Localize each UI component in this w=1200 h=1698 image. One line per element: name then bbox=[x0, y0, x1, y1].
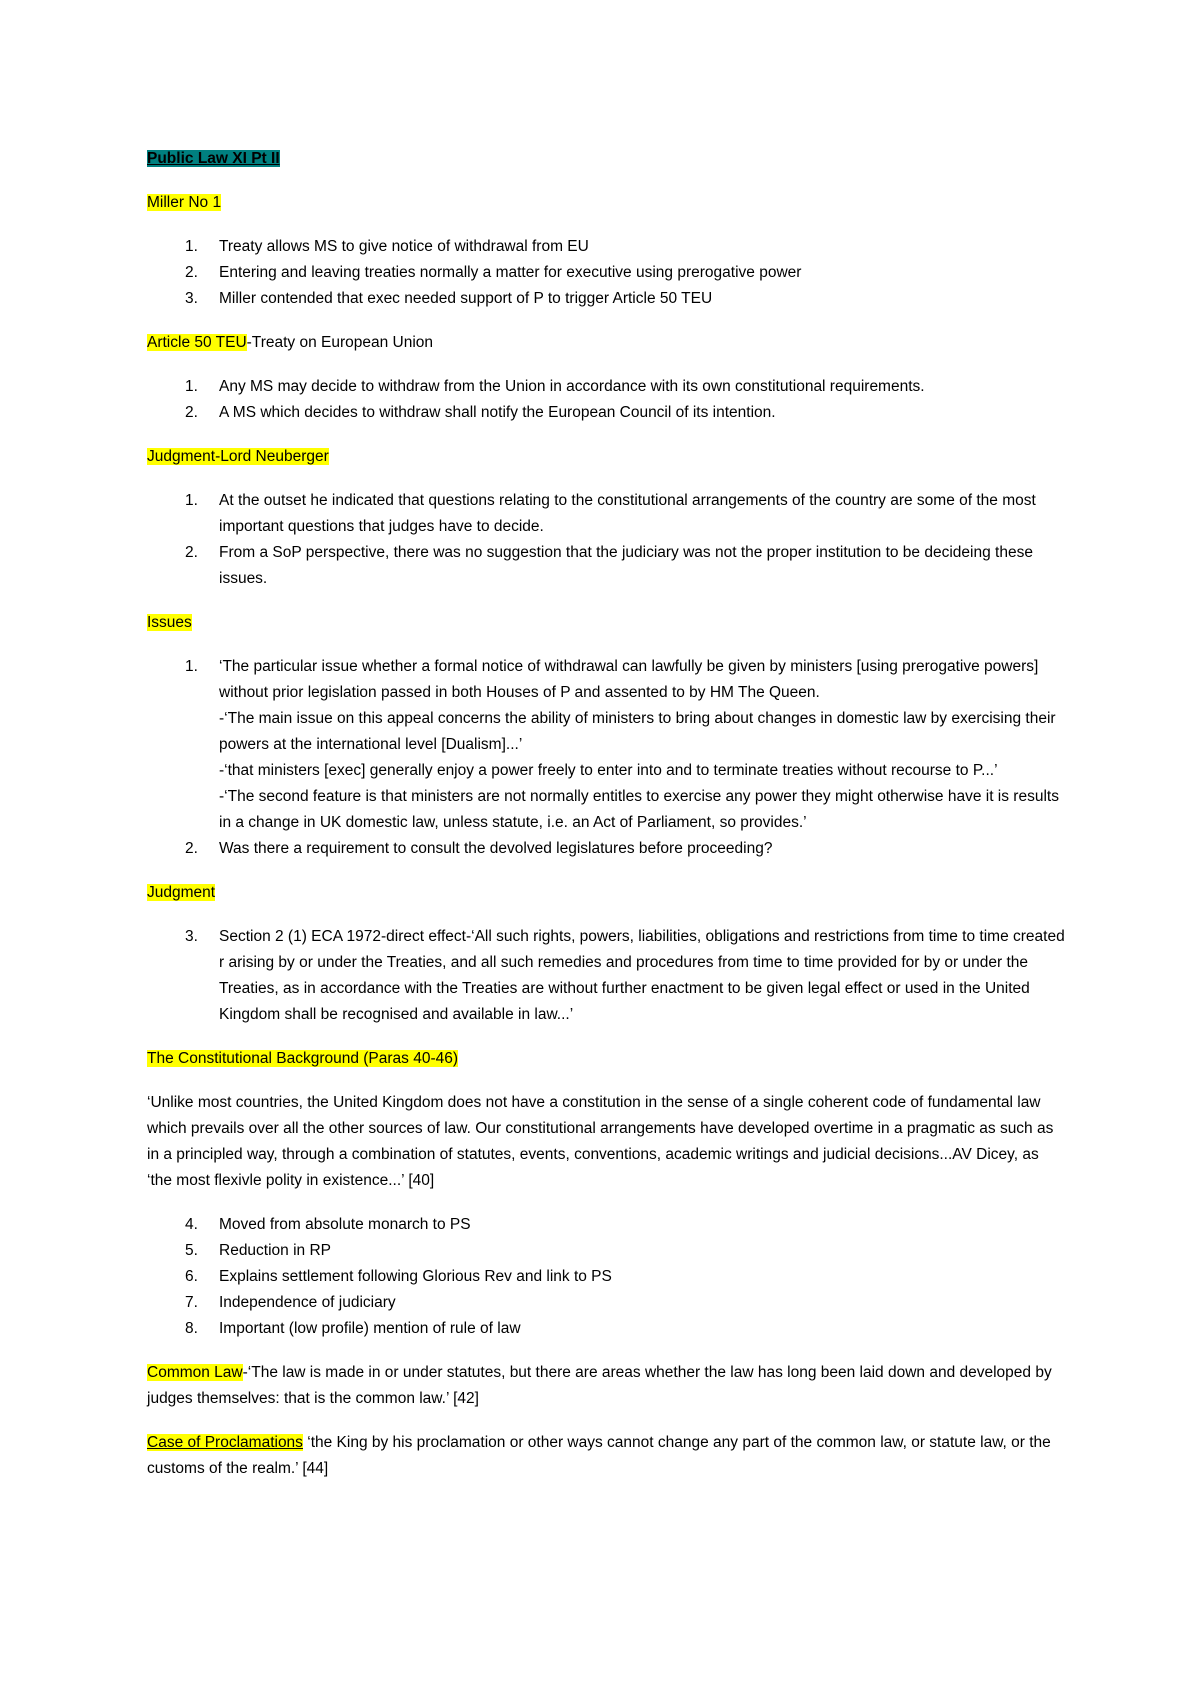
list-subtext: -‘The second feature is that ministers are not normally entitles to exercise any power they might otherwise have it is results in a change in UK domestic law, unless statute, i.e. an Act of Parliament, so provides.’ bbox=[219, 788, 1059, 831]
heading-article50: Article 50 TEU bbox=[147, 334, 247, 351]
common-law-paragraph bbox=[147, 1360, 1067, 1412]
document-title-line bbox=[147, 146, 1067, 172]
list-text: Moved from absolute monarch to PS bbox=[219, 1216, 471, 1233]
list-number: 1. bbox=[185, 658, 198, 675]
common-law-text: -‘The law is made in or under statutes, but there are areas whether the law has long been laid down and developed by judges themselves: that is the common law.’ [42] bbox=[147, 1364, 1052, 1407]
list-number: 2. bbox=[185, 404, 198, 421]
list-text: Reduction in RP bbox=[219, 1242, 332, 1259]
proclamations-paragraph bbox=[147, 1430, 1067, 1482]
list-number: 3. bbox=[185, 290, 198, 307]
list-item bbox=[147, 654, 1067, 836]
list-number: 1. bbox=[185, 492, 198, 509]
neuberger-list bbox=[147, 488, 1067, 592]
list-item bbox=[147, 374, 1067, 400]
list-number: 2. bbox=[185, 264, 198, 281]
list-subtext: -‘The main issue on this appeal concerns the ability of ministers to bring about changes in domestic law by exercising their powers at the international level [Dualism]...’ bbox=[219, 710, 1056, 753]
list-number: 6. bbox=[185, 1268, 198, 1285]
list-text: Important (low profile) mention of rule of law bbox=[219, 1320, 521, 1337]
list-text: Was there a requirement to consult the devolved legislatures before proceeding? bbox=[219, 840, 773, 857]
section-heading-line bbox=[147, 330, 1067, 356]
list-text: Any MS may decide to withdraw from the Union in accordance with its own constitutional requirements. bbox=[219, 378, 925, 395]
list-item bbox=[147, 1316, 1067, 1342]
list-text: From a SoP perspective, there was no suggestion that the judiciary was not the proper institution to be decideing these issues. bbox=[219, 544, 1033, 587]
heading-common-law: Common Law bbox=[147, 1364, 243, 1381]
list-number: 2. bbox=[185, 544, 198, 561]
list-item bbox=[147, 836, 1067, 862]
document-title: Public Law XI Pt II bbox=[147, 150, 280, 167]
heading-judgment: Judgment bbox=[147, 884, 216, 901]
list-item bbox=[147, 488, 1067, 540]
constitutional-paragraph: ‘Unlike most countries, the United Kingdom does not have a constitution in the sense of a single coherent code of fundamental law which prevails over all the other sources of law. Our constitutional arrangements have developed overtime in a pragmatic as such as in a principled way, through a combination of statutes, events, conventions, academic writings and judicial decisions...AV Dicey, as ‘the most flexivle polity in existence...’ [40] bbox=[147, 1094, 1054, 1189]
list-number: 5. bbox=[185, 1242, 198, 1259]
list-text: Miller contended that exec needed support of P to trigger Article 50 TEU bbox=[219, 290, 713, 307]
list-item bbox=[147, 260, 1067, 286]
list-text: Explains settlement following Glorious Rev and link to PS bbox=[219, 1268, 612, 1285]
list-item bbox=[147, 400, 1067, 426]
heading-miller: Miller No 1 bbox=[147, 194, 222, 211]
heading-article50-suffix: -Treaty on European Union bbox=[246, 334, 434, 351]
heading-issues: Issues bbox=[147, 614, 192, 631]
heading-constitutional: The Constitutional Background (Paras 40-46) bbox=[147, 1050, 459, 1067]
list-text: Section 2 (1) ECA 1972-direct effect-‘All such rights, powers, liabilities, obligations and restrictions from time to time created r arising by or under the Treaties, and all such remedies and procedures from time to time provided for by or under the Treaties, as in accordance with the Treaties are without further enactment to be given legal effect or used in the United Kingdom shall be recognised and available in law...’ bbox=[219, 928, 1065, 1023]
list-text: Treaty allows MS to give notice of withdrawal from EU bbox=[219, 238, 589, 255]
list-text: Entering and leaving treaties normally a matter for executive using prerogative power bbox=[219, 264, 802, 281]
heading-judgment-neuberger: Judgment-Lord Neuberger bbox=[147, 448, 329, 465]
list-number: 1. bbox=[185, 378, 198, 395]
judgment-list bbox=[147, 924, 1067, 1028]
list-number: 8. bbox=[185, 1320, 198, 1337]
list-text: At the outset he indicated that questions relating to the constitutional arrangements of the country are some of the most important questions that judges have to decide. bbox=[219, 492, 1036, 535]
list-number: 1. bbox=[185, 238, 198, 255]
constitutional-list bbox=[147, 1212, 1067, 1342]
list-number: 2. bbox=[185, 840, 198, 857]
document-body bbox=[147, 146, 1067, 1500]
section-heading-line bbox=[147, 610, 1067, 636]
heading-proclamations: Case of Proclamations bbox=[147, 1434, 303, 1451]
list-subtext: -‘that ministers [exec] generally enjoy a power freely to enter into and to terminate treaties without recourse to P...’ bbox=[219, 762, 998, 779]
issues-list bbox=[147, 654, 1067, 862]
list-item bbox=[147, 234, 1067, 260]
list-number: 4. bbox=[185, 1216, 198, 1233]
list-item bbox=[147, 924, 1067, 1028]
proclamations-text: ‘the King by his proclamation or other ways cannot change any part of the common law, or statute law, or the customs of the realm.’ [44] bbox=[147, 1434, 1051, 1477]
miller-list bbox=[147, 234, 1067, 312]
list-text: ‘The particular issue whether a formal notice of withdrawal can lawfully be given by ministers [using prerogative powers] without prior legislation passed in both Houses of P and assented to by HM The Queen. bbox=[219, 658, 1039, 701]
list-item bbox=[147, 540, 1067, 592]
section-heading-line bbox=[147, 1046, 1067, 1072]
list-text: A MS which decides to withdraw shall notify the European Council of its intention. bbox=[219, 404, 776, 421]
section-heading-line bbox=[147, 444, 1067, 470]
list-item bbox=[147, 1290, 1067, 1316]
list-item bbox=[147, 1264, 1067, 1290]
list-text: Independence of judiciary bbox=[219, 1294, 396, 1311]
article50-list bbox=[147, 374, 1067, 426]
list-number: 7. bbox=[185, 1294, 198, 1311]
list-item bbox=[147, 1238, 1067, 1264]
list-item bbox=[147, 286, 1067, 312]
section-heading-line bbox=[147, 880, 1067, 906]
section-heading-line bbox=[147, 190, 1067, 216]
list-item bbox=[147, 1212, 1067, 1238]
list-number: 3. bbox=[185, 928, 198, 945]
